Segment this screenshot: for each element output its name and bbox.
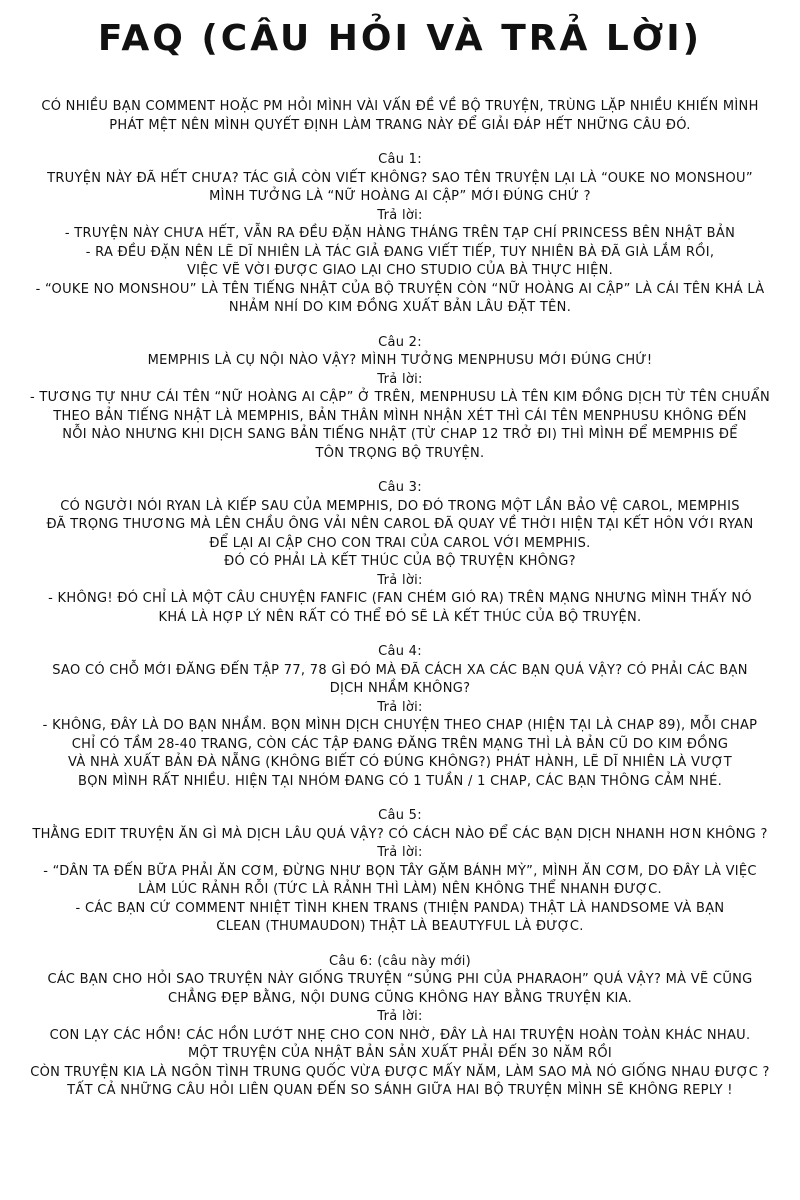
intro-line: PHÁT MỆT NÊN MÌNH QUYẾT ĐỊNH LÀM TRANG NÀY ĐỂ GIẢI ĐÁP HẾT NHỮNG CÂU ĐÓ.: [109, 117, 691, 133]
question-text: DỊCH NHẦM KHÔNG?: [329, 681, 471, 696]
answer-text: - “DÂN TA ĐẾN BỮA PHẢI ĂN CƠM, ĐỪNG NHƯ BỌN TÂY GẶM BÁNH MỲ”, MÌNH ĂN CƠM, DO ĐÂY LÀ VIỆC: [43, 863, 757, 879]
faq-item-4: [8, 643, 792, 791]
answer-label: Trả lời:: [377, 207, 423, 223]
question-heading: Câu 3:: [378, 480, 422, 495]
question-heading: Câu 6: (câu này mới): [328, 953, 472, 969]
answer-text: CLEAN (THUMAUDON) THẬT LÀ BEAUTYFUL LÀ ĐƯỢC.: [216, 919, 584, 934]
answer-label: Trả lời:: [377, 371, 423, 387]
question-text: MÌNH TƯỞNG LÀ “NỮ HOÀNG AI CẬP” MỚI ĐÚNG CHỨ ?: [209, 189, 591, 204]
answer-text: BỌN MÌNH RẤT NHIỀU. HIỆN TẠI NHÓM ĐANG CÓ 1 TUẦN / 1 CHAP, CÁC BẠN THÔNG CẢM NHÉ.: [77, 773, 723, 789]
faq-item-2: [8, 334, 792, 464]
answer-text: THEO BẢN TIẾNG NHẬT LÀ MEMPHIS, BẢN THÂN MÌNH NHẬN XÉT THÌ CÁI TÊN MENPHUSU KHÔNG ĐẾN: [53, 408, 747, 424]
answer-label: Trả lời:: [377, 572, 423, 588]
answer-text: MỘT TRUYỆN CỦA NHẬT BẢN SẢN XUẤT PHẢI ĐẾN 30 NĂM RỒI: [187, 1046, 613, 1061]
question-text: MEMPHIS LÀ CỤ NỘI NÀO VẬY? MÌNH TƯỞNG MENPHUSU MỚI ĐÚNG CHỨ!: [147, 353, 653, 368]
faq-item-3: [8, 479, 792, 627]
question-text: CÓ NGƯỜI NÓI RYAN LÀ KIẾP SAU CỦA MEMPHIS, DO ĐÓ TRONG MỘT LẦN BẢO VỆ CAROL, MEMPHIS: [60, 498, 740, 514]
answer-text: TẤT CẢ NHỮNG CÂU HỎI LIÊN QUAN ĐẾN SO SÁNH GIỮA HAI BỘ TRUYỆN MÌNH SẼ KHÔNG REPLY !: [67, 1083, 733, 1098]
answer-text: - TƯƠNG TỰ NHƯ CÁI TÊN “NỮ HOÀNG AI CẬP” Ở TRÊN, MENPHUSU LÀ TÊN KIM ĐỒNG DỊCH TỪ TÊN CHUẨN: [29, 390, 771, 405]
answer-text: - TRUYỆN NÀY CHƯA HẾT, VẪN RA ĐỀU ĐẶN HÀNG THÁNG TRÊN TẠP CHÍ PRINCESS BÊN NHẬT BẢN: [64, 226, 736, 241]
question-text: SAO CÓ CHỖ MỚI ĐĂNG ĐẾN TẬP 77, 78 GÌ ĐÓ MÀ ĐÃ CÁCH XA CÁC BẠN QUÁ VẬY? CÓ PHẢI CÁC BẠN: [52, 662, 748, 678]
answer-label: Trả lời:: [377, 845, 423, 860]
answer-text: LÀM LÚC RẢNH RỖI (TỨC LÀ RẢNH THÌ LÀM) NÊN KHÔNG THỂ NHANH ĐƯỢC.: [138, 882, 662, 897]
question-text: CÁC BẠN CHO HỎI SAO TRUYỆN NÀY GIỐNG TRUYỆN “SỦNG PHI CỦA PHARAOH” QUÁ VẬY? MÀ VẼ CŨNG: [47, 972, 753, 987]
question-heading: Câu 4:: [378, 644, 422, 659]
answer-text: - KHÔNG! ĐÓ CHỈ LÀ MỘT CÂU CHUYỆN FANFIC (FAN CHÉM GIÓ RA) TRÊN MẠNG NHƯNG MÌNH THẤY NÓ: [48, 591, 752, 606]
page-title: FAQ (CÂU HỎI VÀ TRẢ LỜI): [97, 18, 703, 59]
question-text: TRUYỆN NÀY ĐÃ HẾT CHƯA? TÁC GIẢ CÒN VIẾT KHÔNG? SAO TÊN TRUYỆN LẠI LÀ “OUKE NO MONSHOU”: [47, 170, 753, 186]
question-text: ĐÃ TRỌNG THƯƠNG MÀ LÊN CHẦU ÔNG VẢI NÊN CAROL ĐÃ QUAY VỀ THỜI HIỆN TẠI KẾT HÔN VỚI RYAN: [46, 517, 754, 532]
answer-text: VIỆC VẼ VỜI ĐƯỢC GIAO LẠI CHO STUDIO CỦA BÀ THỰC HIỆN.: [186, 263, 614, 278]
answer-text: CON LẠY CÁC HỒN! CÁC HỒN LƯỚT NHẸ CHO CON NHỜ, ĐÂY LÀ HAI TRUYỆN HOÀN TOÀN KHÁC NHAU.: [49, 1027, 751, 1043]
answer-label: Trả lời:: [377, 1009, 423, 1024]
answer-text: NHẢM NHÍ DO KIM ĐỒNG XUẤT BẢN LÂU ĐẶT TÊN.: [228, 300, 572, 315]
answer-text: VÀ NHÀ XUẤT BẢN ĐÀ NẴNG (KHÔNG BIẾT CÓ ĐÚNG KHÔNG?) PHÁT HÀNH, LẼ DĨ NHIÊN LÀ VƯỢT: [67, 755, 733, 770]
question-heading: Câu 1:: [378, 152, 422, 167]
question-text: CHẲNG ĐẸP BẰNG, NỘI DUNG CŨNG KHÔNG HAY BẰNG TRUYỆN KIA.: [167, 990, 633, 1006]
intro-line: CÓ NHIỀU BẠN COMMENT HOẶC PM HỎI MÌNH VÀI VẤN ĐỀ VỀ BỘ TRUYỆN, TRÙNG LẶP NHIỀU KHIẾN MÌNH: [41, 99, 759, 114]
faq-item-6: [8, 953, 792, 1101]
question-text: ĐÓ CÓ PHẢI LÀ KẾT THÚC CỦA BỘ TRUYỆN KHÔNG?: [224, 554, 576, 569]
answer-label: Trả lời:: [377, 699, 423, 715]
answer-text: - KHÔNG, ĐÂY LÀ DO BẠN NHẦM. BỌN MÌNH DỊCH CHUYỆN THEO CHAP (HIỆN TẠI LÀ CHAP 89), MỖI CHAP: [42, 718, 758, 733]
answer-text: - CÁC BẠN CỨ COMMENT NHIỆT TÌNH KHEN TRANS (THIỆN PANDA) THẬT LÀ HANDSOME VÀ BẠN: [75, 900, 725, 916]
question-text: ĐỂ LẠI AI CẬP CHO CON TRAI CỦA CAROL VỚI MEMPHIS.: [209, 535, 591, 551]
question-heading: Câu 2:: [378, 334, 422, 350]
question-heading: Câu 5:: [378, 808, 422, 823]
answer-text: CHỈ CÓ TẦM 28-40 TRANG, CÒN CÁC TẬP ĐANG ĐĂNG TRÊN MẠNG THÌ LÀ BẢN CŨ DO KIM ĐỒNG: [71, 736, 729, 752]
answer-text: KHÁ LÀ HỢP LÝ NÊN RẤT CÓ THỂ ĐÓ SẼ LÀ KẾT THÚC CỦA BỘ TRUYỆN.: [158, 609, 642, 625]
answer-text: CÒN TRUYỆN KIA LÀ NGÔN TÌNH TRUNG QUỐC VỪA ĐƯỢC MẤY NĂM, LÀM SAO MÀ NÓ GIỐNG NHAU ĐƯỢC ?: [30, 1064, 770, 1080]
answer-text: - RA ĐỀU ĐẶN NÊN LẼ DĨ NHIÊN LÀ TÁC GIẢ ĐANG VIẾT TIẾP, TUY NHIÊN BÀ ĐÃ GIÀ LẮM RỒI,: [85, 244, 715, 260]
faq-item-5: [8, 807, 792, 937]
answer-text: - “OUKE NO MONSHOU” LÀ TÊN TIẾNG NHẬT CỦA BỘ TRUYỆN CÒN “NỮ HOÀNG AI CẬP” LÀ CÁI TÊN KHÁ LÀ: [35, 281, 765, 297]
faq-body: [8, 98, 792, 1101]
answer-text: NỖI NÀO NHƯNG KHI DỊCH SANG BẢN TIẾNG NHẬT (TỪ CHAP 12 TRỞ ĐI) THÌ MÌNH ĐỂ MEMPHIS ĐỂ: [62, 427, 738, 442]
answer-text: TÔN TRỌNG BỘ TRUYỆN.: [315, 445, 485, 461]
question-text: THẰNG EDIT TRUYỆN ĂN GÌ MÀ DỊCH LÂU QUÁ VẬY? CÓ CÁCH NÀO ĐỂ CÁC BẠN DỊCH NHANH HƠN KHÔNG ?: [32, 826, 768, 842]
intro-paragraph: [8, 98, 792, 135]
faq-item-1: [8, 151, 792, 318]
